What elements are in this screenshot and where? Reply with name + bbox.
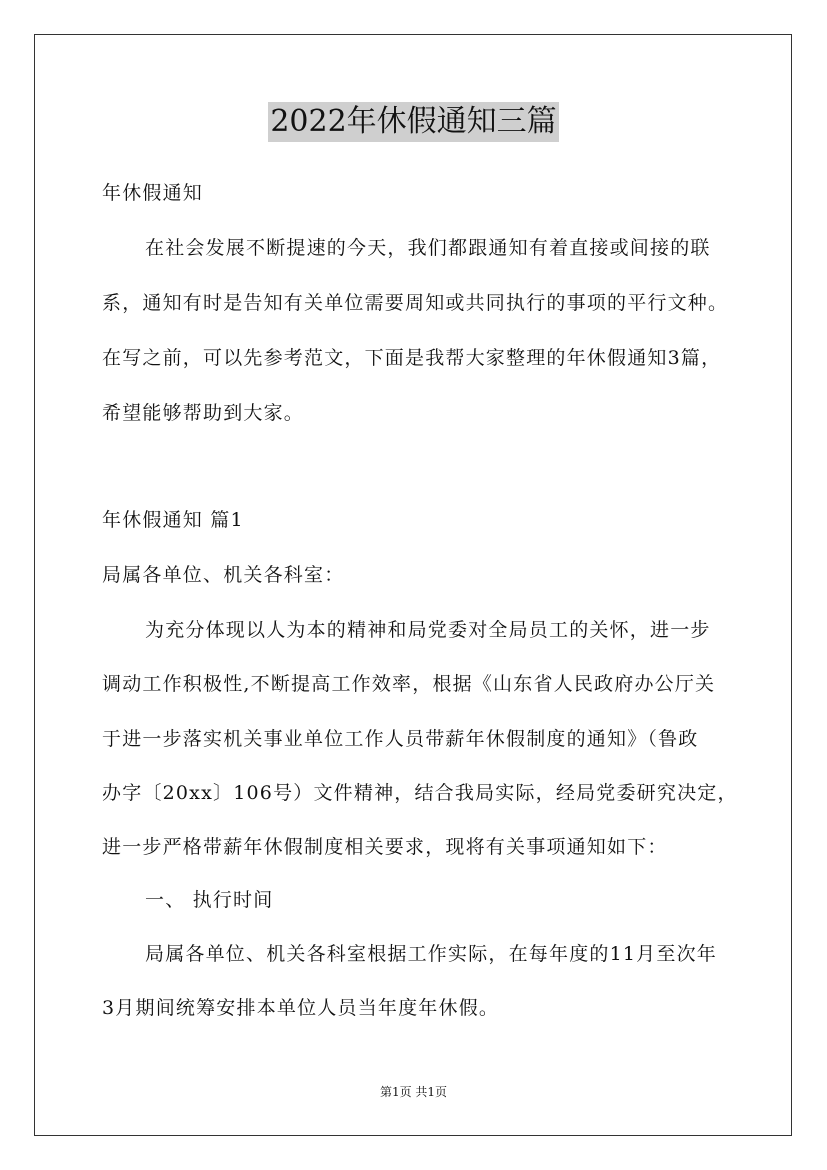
intro-line: 在写之前，可以先参考范文，下面是我帮大家整理的年休假通知3篇， [102, 347, 722, 369]
intro-line: 在社会发展不断提速的今天，我们都跟通知有着直接或间接的联 [145, 237, 711, 259]
body-line: 调动工作积极性,不断提高工作效率，根据《山东省人民政府办公厅关 [102, 673, 716, 695]
item-heading: 一、 执行时间 [145, 889, 274, 911]
page-footer: 第1页 共1页 [379, 1085, 448, 1099]
body-line: 于进一步落实机关事业单位工作人员带薪年休假制度的通知》（鲁政 [102, 728, 699, 750]
intro-line: 系，通知有时是告知有关单位需要周知或共同执行的事项的平行文种。 [102, 292, 729, 314]
item-text-line: 局属各单位、机关各科室根据工作实际，在每年度的11月至次年 [145, 943, 717, 965]
body-line: 为充分体现以人为本的精神和局党委对全局员工的关怀，进一步 [145, 619, 711, 641]
intro-line: 希望能够帮助到大家。 [102, 402, 305, 424]
title-container [0, 102, 827, 142]
body-line: 办字〔20xx〕106号）文件精神，结合我局实际，经局党委研究决定， [102, 782, 738, 804]
body-line: 进一步严格带薪年休假制度相关要求，现将有关事项通知如下： [102, 836, 668, 858]
item-text-line: 3月期间统筹安排本单位人员当年度年休假。 [102, 997, 500, 1019]
section-heading: 年休假通知 篇1 [102, 509, 244, 531]
document-heading: 年休假通知 [102, 182, 204, 204]
salutation: 局属各单位、机关各科室： [102, 564, 345, 586]
document-title: 2022年休假通知三篇 [268, 102, 558, 142]
